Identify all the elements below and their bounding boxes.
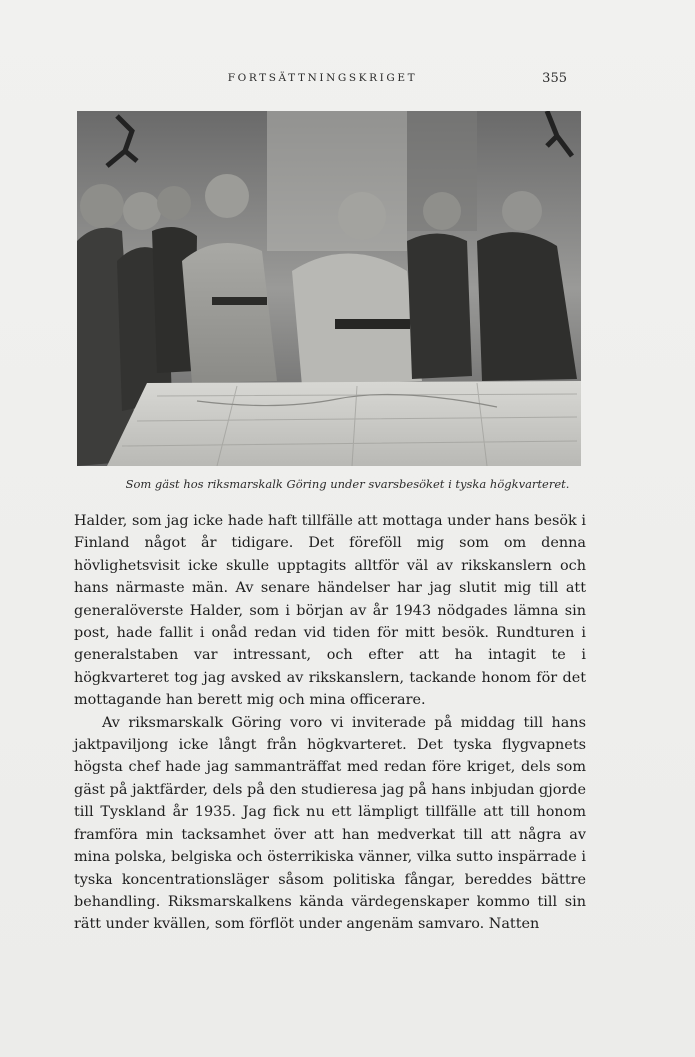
paragraph: Halder, som jag icke hade haft tillfälle att mottaga under hans besök i Finland något år tidigare. Det föreföll mig som om denna hövlighetsvisit icke skulle upptagits alltför väl av rikskanslern och hans närmaste män. Av senare händelser har jag slutit mig till att generalöverste Halder, som i början av år 1943 nödgades lämna sin post, hade fallit i onåd redan vid tiden för mitt besök. Rundturen i generalstaben var intressant, och efter att ha intagit te i högkvarteret tog jag avsked av rikskanslern, tackande honom för det mottagande han berett mig och mina officerare. [74,513,586,709]
photograph [77,111,581,466]
running-head: FORTSÄTTNINGSKRIGET [227,72,418,84]
paragraph: Av riksmarskalk Göring voro vi inviterade på middag till hans jaktpaviljong icke långt från högkvarteret. Det tyska flygvapnets högsta chef hade jag sammanträffat med redan före kriget, dels som gäst på jaktfärder, dels på den studieresa jag på hans inbjudan gjorde till Tyskland år 1935. Jag fick nu ett lämpligt tillfälle att till honom framföra min tacksamhet över att han medverkat till att några av mina polska, belgiska och österrikiska vänner, vilka sutto inspärrade i tyska koncentrationsläger såsom politiska fångar, bereddes bättre behandling. Riksmarskalkens kända värdegenskaper kommo till sin rätt under kvällen, som förflöt under angenäm samvaro. Natten [74,714,586,933]
photo-caption: Som gäst hos riksmarskalk Göring under svarsbesöket i tyska högkvarteret. [125,477,570,491]
photo-illustration [77,111,581,466]
page-header [70,72,575,92]
page-number: 355 [542,71,567,86]
body-text [74,510,586,936]
